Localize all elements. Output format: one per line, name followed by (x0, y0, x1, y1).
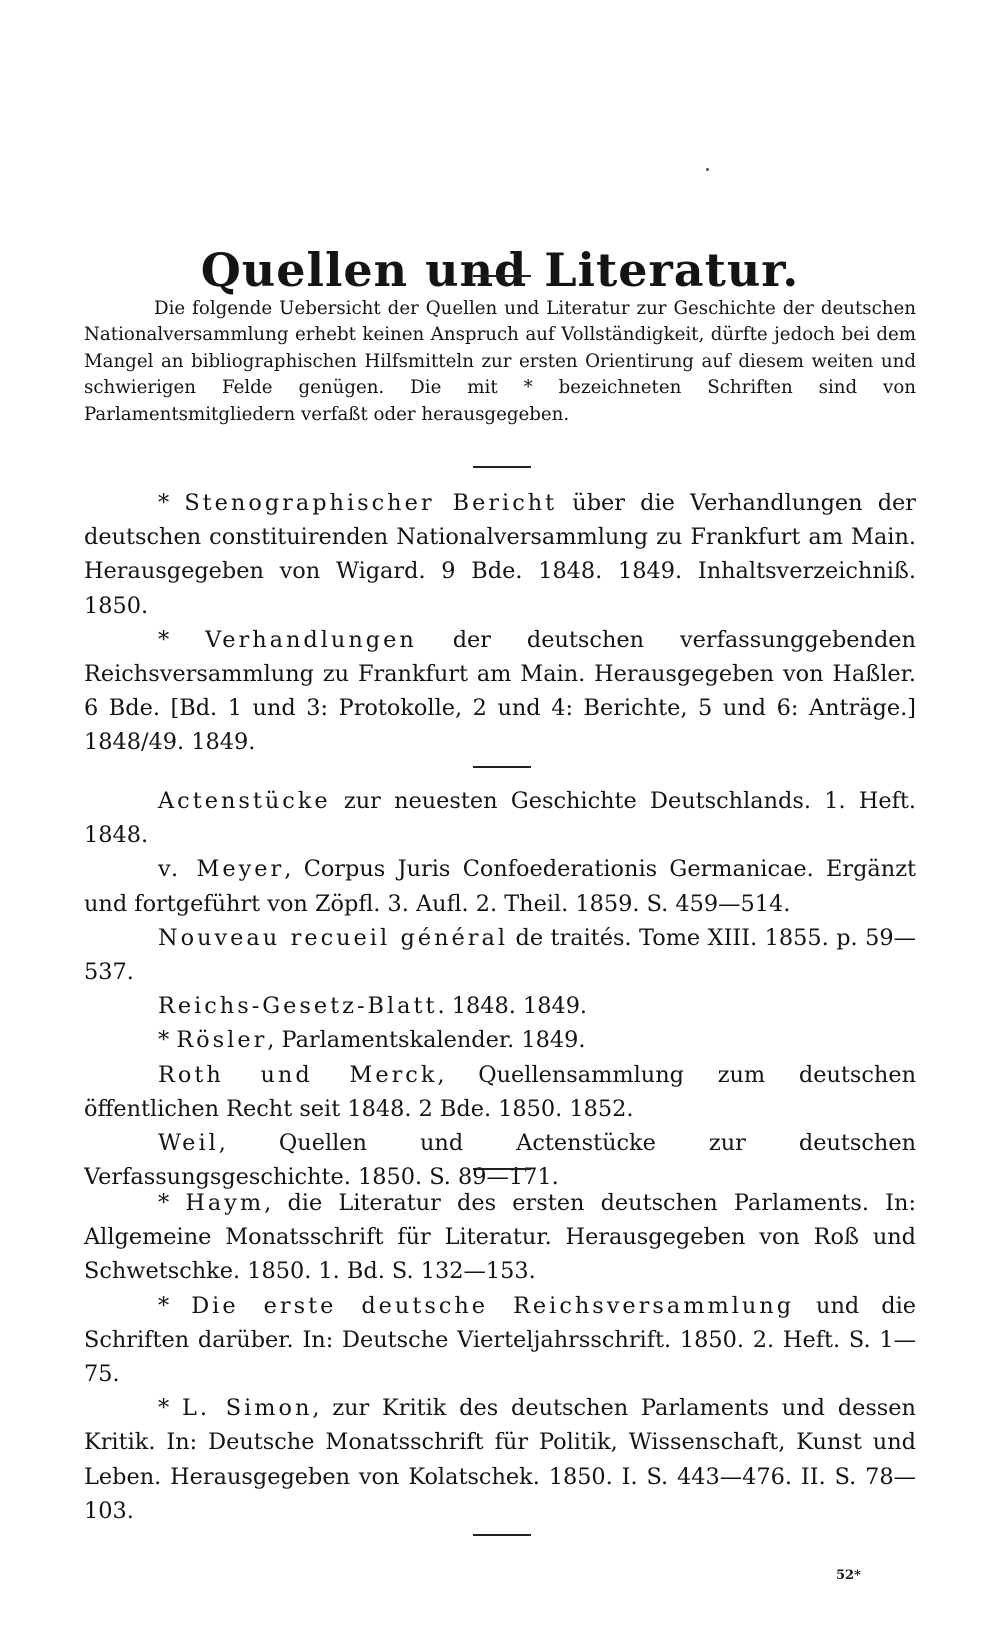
entry-star: * (158, 1190, 186, 1216)
print-speck (706, 168, 709, 171)
divider-rule (473, 466, 531, 468)
intro-paragraph: Die folgende Uebersicht der Quellen und Literatur zur Geschichte der deutschen Nationalversammlung erhebt keinen Anspruch auf Vollständigkeit, dürfte jedoch bei dem Mangel an bibliographischen Hilfsmitteln zur ersten Orientirung auf diesem weiten und schwierigen Felde genügen. Die mit * bezeichneten Schriften sind von Parlamentsmitgliedern verfaßt oder herausgegeben. (84, 298, 916, 425)
bibliography-group-sources (84, 784, 916, 1194)
bibliography-entry (84, 1126, 916, 1194)
divider-rule (473, 1534, 531, 1536)
entry-lead: Die erste deutsche Reichsversammlung (191, 1292, 795, 1319)
bibliography-entry (84, 1023, 916, 1057)
entry-lead: v. Meyer (158, 856, 285, 883)
entry-text: der deutschen verfassunggebenden Reichsversammlung zu Frankfurt am Main. Herausgegeben von Haßler. 6 Bde. [Bd. 1 und 3: Protokolle, 2 und 4: Berichte, 5 und 6: Anträge.] 1848/49. 1849. (84, 626, 916, 756)
bibliography-entry (84, 1289, 916, 1392)
entry-lead: Verhandlungen (205, 626, 417, 653)
entry-text: . 1848. 1849. (437, 993, 588, 1020)
entry-star: * (158, 1027, 177, 1054)
bibliography-entry (84, 989, 916, 1023)
bibliography-entry (84, 486, 916, 623)
divider-rule (473, 275, 531, 277)
entry-lead: Weil (158, 1130, 219, 1157)
bibliography-entry (84, 1186, 916, 1289)
entry-text: , Parlamentskalender. 1849. (267, 1027, 586, 1054)
entry-star: * (158, 626, 206, 653)
entry-lead: Stenographischer Bericht (184, 490, 558, 516)
entry-lead: Nouveau recueil général (158, 924, 509, 951)
entry-text: , Quellen und Actenstücke zur deutschen Verfassungsgeschichte. 1850. S. 89—171. (84, 1130, 916, 1191)
entry-text: über die Verhandlungen der deutschen constituirenden Nationalversammlung zu Frankfurt am Main. Herausgegeben von Wigard. 9 Bde. 1848. 1849. Inhaltsverzeichniß. 1850. (84, 490, 916, 619)
entry-star: * (158, 1292, 192, 1319)
entry-text: de traités. Tome XIII. 1855. p. 59—537. (84, 924, 917, 986)
bibliography-group-records (84, 486, 916, 760)
entry-text: , Quellensammlung zum deutschen öffentlichen Recht seit 1848. 2 Bde. 1850. 1852. (84, 1061, 917, 1122)
bibliography-entry (84, 852, 916, 920)
entry-lead: Actenstücke (158, 788, 331, 814)
bibliography-entry (84, 1391, 916, 1528)
entry-text: und die Schriften darüber. In: Deutsche Vierteljahrsschrift. 1850. 2. Heft. S. 1—75. (84, 1292, 916, 1388)
entry-lead: Roth und Merck (158, 1061, 438, 1088)
entry-text: zur neuesten Geschichte Deutschlands. 1. Heft. 1848. (84, 788, 916, 849)
page-folio: 52* (836, 1568, 861, 1583)
entry-lead: Reichs-Gesetz-Blatt (158, 993, 438, 1020)
entry-lead: L. Simon (182, 1395, 313, 1422)
entry-text: , die Literatur des ersten deutschen Parlaments. In: Allgemeine Monatsschrift für Literatur. Herausgegeben von Roß und Schwetschke. 1850. 1. Bd. S. 132—153. (84, 1190, 916, 1285)
entry-text: , Corpus Juris Confoederationis Germanicae. Ergänzt und fortgeführt von Zöpfl. 3. Aufl. 2. Theil. 1859. S. 459—514. (84, 856, 916, 917)
entry-star: * (158, 1395, 182, 1422)
bibliography-entry (84, 623, 916, 760)
bibliography-group-literature (84, 1186, 916, 1528)
divider-rule (473, 766, 531, 768)
bibliography-entry (84, 1058, 916, 1126)
entry-lead: Rösler (176, 1027, 268, 1054)
entry-star: * (158, 490, 185, 516)
bibliography-entry (84, 921, 916, 989)
entry-lead: Haym (185, 1190, 265, 1216)
divider-rule (473, 1168, 531, 1170)
entry-text: , zur Kritik des deutschen Parlaments und dessen Kritik. In: Deutsche Monatsschrift für Politik, Wissenschaft, Kunst und Leben. Herausgegeben von Kolatschek. 1850. I. S. 443—476. II. S. 78—103. (84, 1395, 916, 1524)
page-title: Quellen und Literatur. (200, 242, 800, 297)
bibliography-entry (84, 784, 916, 852)
